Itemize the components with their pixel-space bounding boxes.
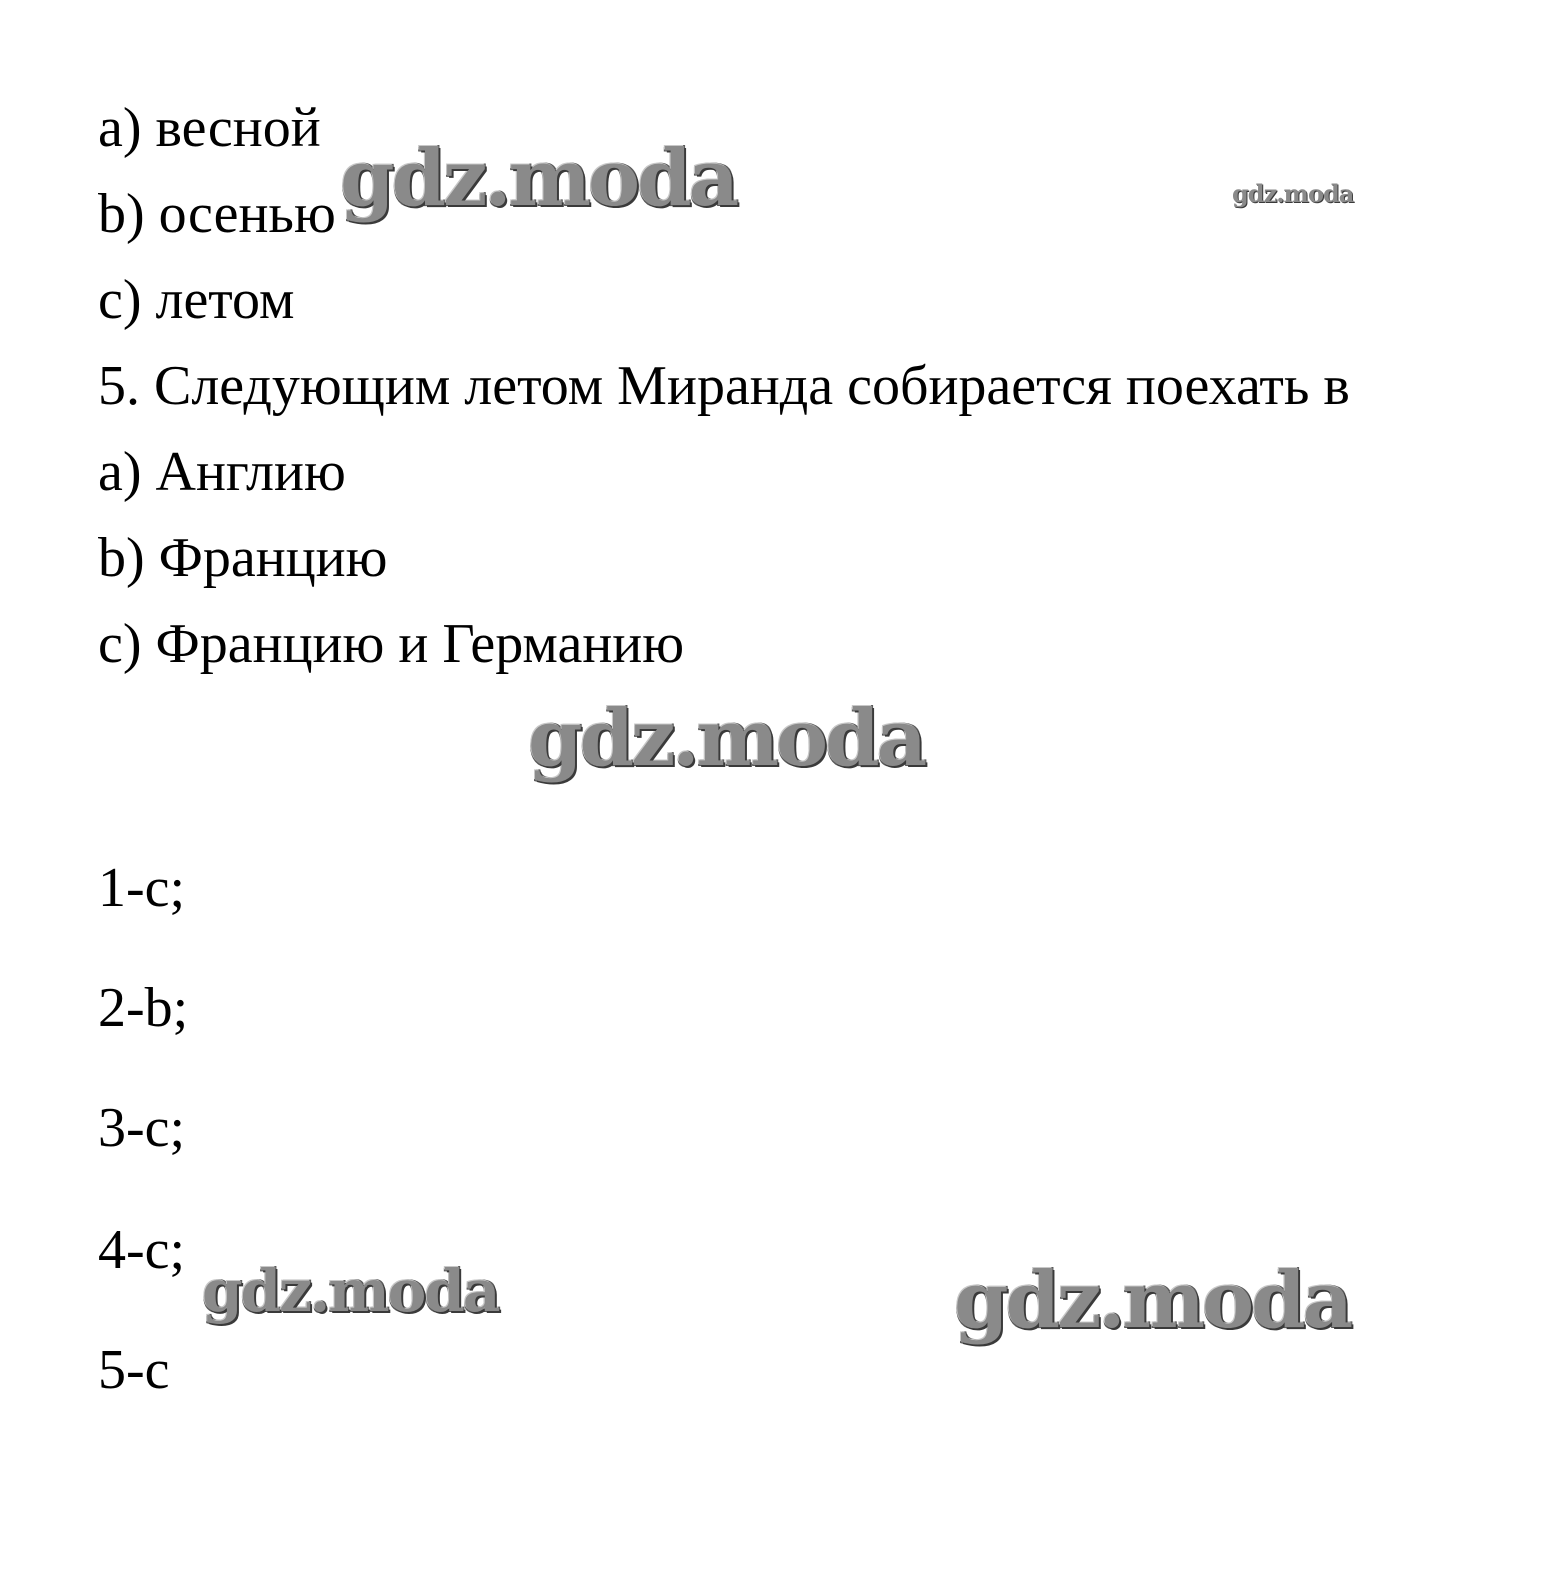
- watermark-logo: gdz.moda: [1232, 179, 1354, 208]
- watermark-logo: gdz.moda: [528, 693, 925, 784]
- answer-4: 4-c;: [98, 1219, 186, 1281]
- q5-option-b: b) Францию: [98, 527, 388, 589]
- q5-option-a: a) Англию: [98, 441, 346, 503]
- q5-option-c: c) Францию и Германию: [98, 613, 685, 675]
- q4-option-b: b) осенью: [98, 183, 336, 245]
- answer-5: 5-c: [98, 1339, 170, 1401]
- watermark-logo: gdz.moda: [954, 1255, 1351, 1346]
- watermark-logo: gdz.moda: [202, 1257, 499, 1325]
- answer-2: 2-b;: [98, 977, 189, 1039]
- q5-text: 5. Следующим летом Миранда собирается поехать в: [98, 355, 1350, 417]
- watermark-logo: gdz.moda: [340, 133, 737, 224]
- q4-option-c: c) летом: [98, 269, 295, 331]
- answer-3: 3-c;: [98, 1097, 186, 1159]
- answer-1: 1-c;: [98, 857, 186, 919]
- q4-option-a: a) весной: [98, 97, 321, 159]
